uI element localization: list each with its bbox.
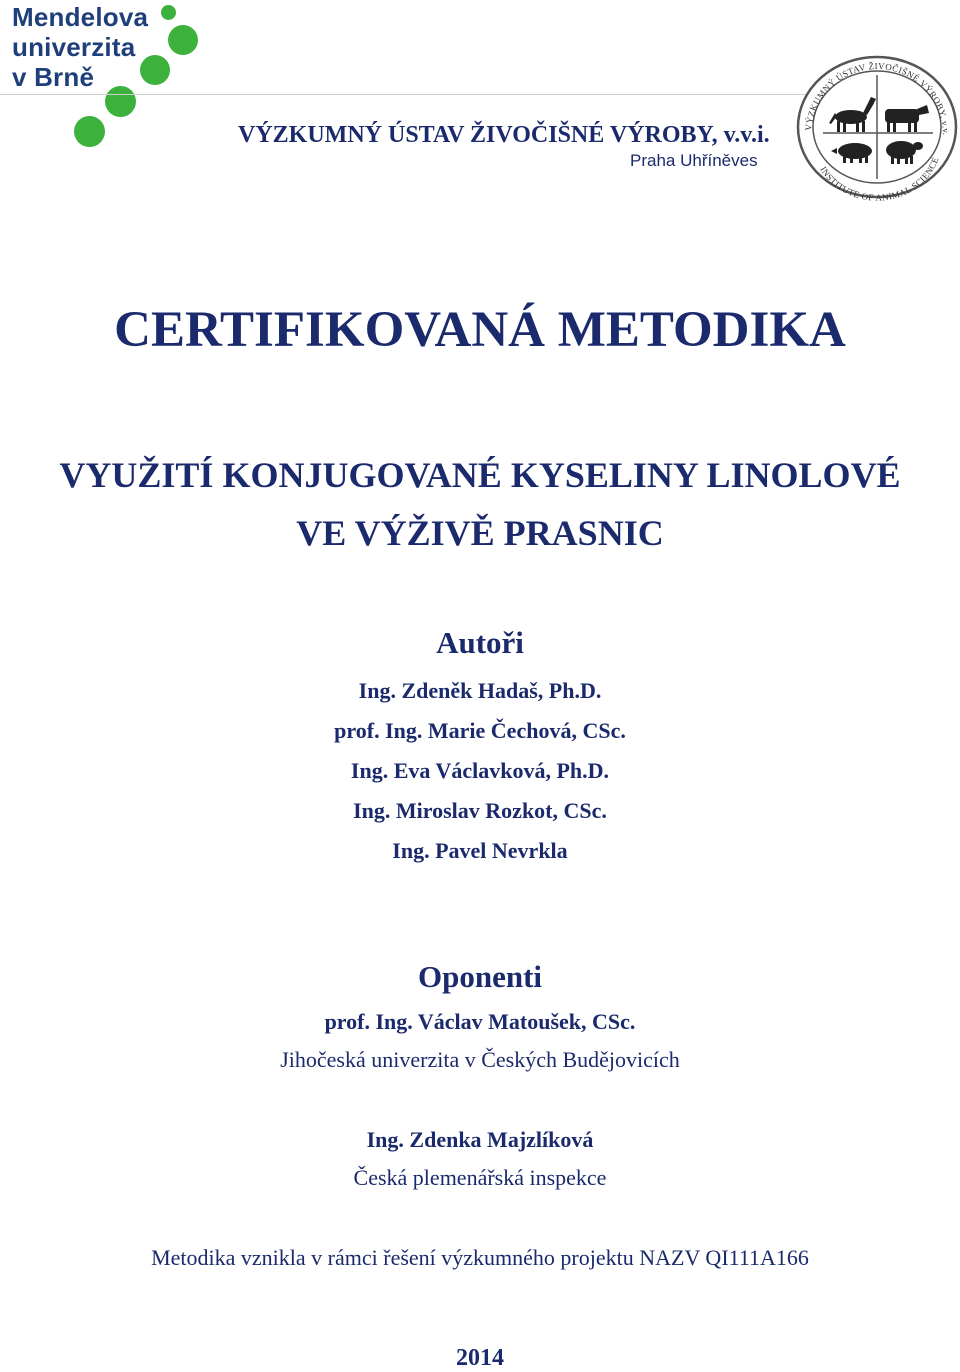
author-name: Ing. Miroslav Rozkot, CSc. — [353, 798, 607, 823]
institute-city: Praha Uhříněves — [630, 151, 758, 170]
logo-dot-icon — [140, 55, 170, 85]
opponent-name: Ing. Zdenka Majzlíková — [366, 1127, 594, 1152]
seal-top-text: VÝZKUMNÝ ÚSTAV ŽIVOČIŠNÉ VÝROBY, v.v. — [803, 60, 952, 136]
logo-dot-icon — [168, 25, 198, 55]
author-name: Ing. Pavel Nevrkla — [392, 838, 568, 863]
document-title-line-2: VE VÝŽIVĚ PRASNIC — [296, 513, 664, 553]
project-note: Metodika vznikla v rámci řešení výzkumného projektu NAZV QI111A166 — [151, 1245, 809, 1270]
document-type: CERTIFIKOVANÁ METODIKA — [114, 302, 846, 358]
document-title-line-1: VYUŽITÍ KONJUGOVANÉ KYSELINY LINOLOVÉ — [59, 455, 901, 495]
logo-dot-icon — [74, 116, 105, 147]
author-name: prof. Ing. Marie Čechová, CSc. — [334, 718, 626, 743]
institute-name: VÝZKUMNÝ ÚSTAV ŽIVOČIŠNÉ VÝROBY, v.v.i. — [238, 122, 770, 148]
logo-line-1: Mendelova — [12, 2, 149, 32]
logo-dot-icon — [105, 86, 136, 117]
seal-bottom-text: INSTITUTE OF ANIMAL SCIENCE — [818, 155, 941, 201]
authors-heading: Autoři — [436, 625, 524, 660]
seal-graphic — [793, 53, 960, 201]
logo-line-3: v Brně — [12, 62, 95, 92]
header-divider — [0, 94, 810, 95]
opponents-heading: Oponenti — [417, 959, 543, 994]
publication-year: 2014 — [456, 1345, 504, 1371]
logo-line-2: univerzita — [12, 32, 136, 62]
author-name: Ing. Eva Václavková, Ph.D. — [350, 758, 610, 783]
logo-dot-icon — [161, 5, 176, 20]
opponent-name: prof. Ing. Václav Matoušek, CSc. — [324, 1009, 636, 1034]
opponent-organization: Česká plemenářská inspekce — [353, 1165, 607, 1190]
opponent-organization: Jihočeská univerzita v Českých Budějovicích — [280, 1047, 680, 1072]
mendel-university-logo — [0, 0, 200, 150]
author-name: Ing. Zdeněk Hadaš, Ph.D. — [358, 678, 602, 703]
vuzv-seal-icon — [793, 53, 960, 201]
